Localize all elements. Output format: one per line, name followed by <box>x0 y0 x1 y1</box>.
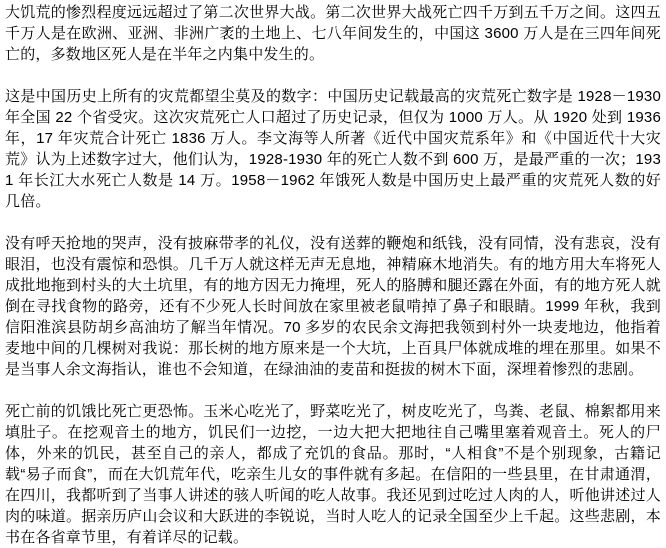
paragraph-hunger-and-cannibalism: 死亡前的饥饿比死亡更恐怖。玉米心吃光了，野菜吃光了，树皮吃光了，鸟粪、老鼠、棉絮都用来填肚子。在挖观音土的地方，饥民们一边挖，一边大把大把地往自己嘴里塞着观音土。死人的尸体，外来的饥民，甚至自己的亲人，都成了充饥的食品。那时，“人相食”不是个别现象，古籍记载“易子而食”，而在大饥荒年代，吃亲生儿女的事件就有多起。在信阳的一些县里，在甘肃通渭，在四川，我都听到了当事人讲述的骇人听闻的吃人故事。我还见到过吃过人肉的人，听他讲述过人肉的味道。据亲历庐山会议和大跃进的李锐说，当时人吃人的记录全国至少上千起。这些悲剧，本书在各省章节里，有着详尽的记载。 <box>5 403 661 546</box>
paragraph-famine-vs-ww2: 大饥荒的惨烈程度远远超过了第二次世界大战。第二次世界大战死亡四千万到五千万之间。这四五千万人是在欧洲、亚洲、非洲广袤的土地上、七八年间发生的，中国这 3600 万人是在三四年间死亡的，多数地区死人是在半年之内集中发生的。 <box>5 4 661 63</box>
paragraph-historical-death-figures: 这是中国历史上所有的灾荒都望尘莫及的数字：中国历史记载最高的灾荒死亡数字是 1928－1930 年全国 22 个省受灾。这次灾荒死亡人口超过了历史记录，但仅为 1000 万人。从 1920 处到 1936 年，17 年灾荒合计死亡 1836 万人。李文海等人所著《近代中国灾荒系年》和《中国近代十大灾荒》认为上述数字过大，他们认为，1928-1930 年的死亡人数不到 600 万，是最严重的一次；1931 年长江大水死亡人数是 14 万。1958－1962 年饿死人数是中国历史上最严重的灾荒死人数的好几倍。 <box>5 88 661 210</box>
paragraph-silent-deaths: 没有呼天抢地的哭声，没有披麻带孝的礼仪，没有送葬的鞭炮和纸钱，没有同情，没有悲哀，没有眼泪，也没有震惊和恐惧。几千万人就这样无声无息地，神精麻木地消失。有的地方用大车将死人成批地拖到村头的大土坑里，有的地方因无力掩埋，死人的胳膊和腿还露在外面，有的地方死人就倒在寻找食物的路旁，还有不少死人长时间放在家里被老鼠啃掉了鼻子和眼睛。1999 年秋，我到信阳淮滨县防胡乡高油坊了解当年情况。70 多岁的农民余文海把我领到村外一块麦地边，他指着麦地中间的几棵树对我说：那长树的地方原来是一个大坑，上百具尸体就成堆的埋在那里。如果不是当事人余文海指认，谁也不会知道，在绿油油的麦苗和挺拔的树木下面，深埋着惨烈的悲剧。 <box>5 235 661 378</box>
